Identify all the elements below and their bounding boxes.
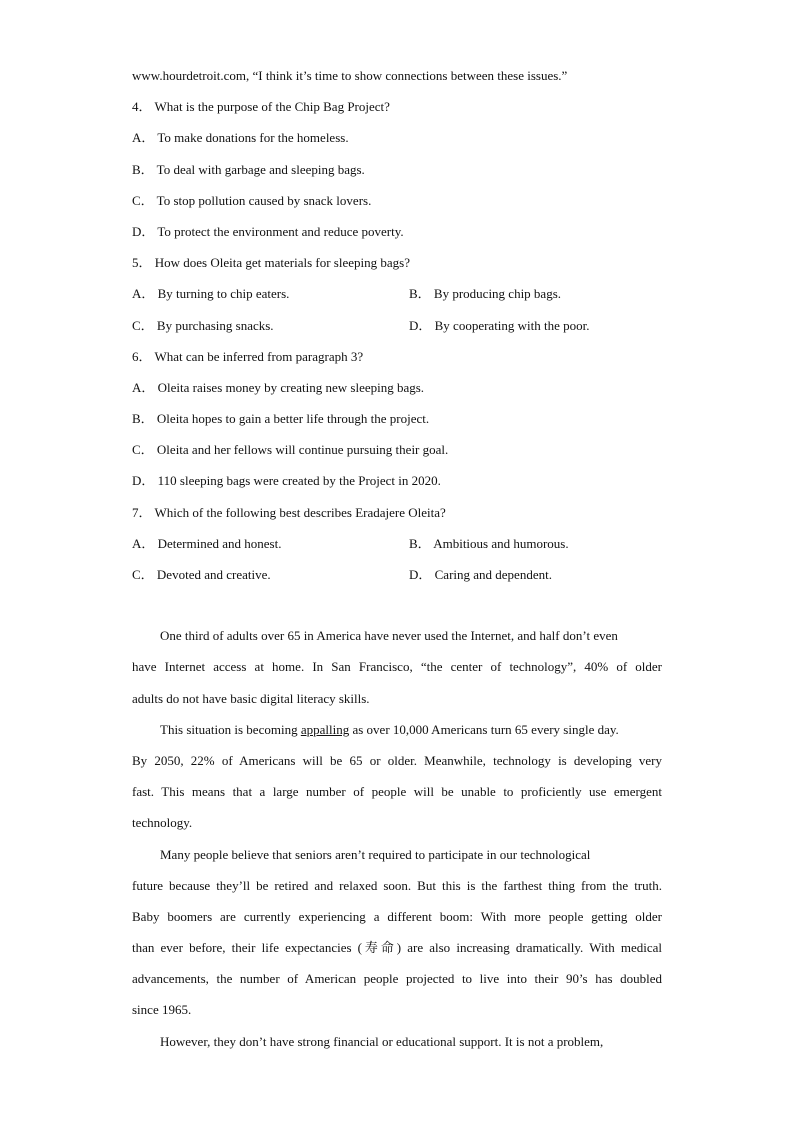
question-5-option-d: D． By cooperating with the poor.	[409, 317, 590, 333]
question-5-option-a: A． By turning to chip eaters.	[132, 286, 290, 302]
passage-p3-line-4: than ever before, their life expectancies (寿命) are also increasing dramatically. With medical	[132, 940, 662, 956]
question-5-options-row-1	[132, 282, 662, 313]
passage-p2-line-1	[132, 718, 662, 749]
question-6-option-d: D． 110 sleeping bags were created by the Project in 2020.	[132, 473, 441, 489]
question-6-option-c: C． Oleita and her fellows will continue pursuing their goal.	[132, 442, 449, 458]
question-6-option-b: B． Oleita hopes to gain a better life through the project.	[132, 411, 430, 427]
question-4-option-b: B． To deal with garbage and sleeping bags.	[132, 161, 365, 177]
question-7-option-c: C． Devoted and creative.	[132, 567, 271, 582]
question-5-option-c: C． By purchasing snacks.	[132, 317, 274, 333]
question-7-option-b: B． Ambitious and humorous.	[409, 535, 569, 551]
passage-p3-line-3: Baby boomers are currently experiencing a different boom: With more people getting older	[132, 908, 662, 924]
passage-p2-line-4: technology.	[132, 815, 193, 831]
question-5-stem: 5． How does Oleita get materials for sleeping bags?	[132, 255, 410, 271]
passage-p2-line-2: By 2050, 22% of Americans will be 65 or older. Meanwhile, technology is developing very	[132, 752, 662, 768]
passage-p3-line-1: Many people believe that seniors aren’t required to participate in our technological	[160, 846, 591, 862]
passage-p1-line-3: adults do not have basic digital literacy skills.	[132, 690, 370, 706]
question-4-stem: 4． What is the purpose of the Chip Bag Project?	[132, 99, 390, 115]
question-6-option-a: A． Oleita raises money by creating new sleeping bags.	[132, 379, 425, 395]
question-7-options-row-1	[132, 532, 662, 563]
question-4-option-c: C． To stop pollution caused by snack lovers.	[132, 192, 372, 208]
question-7-option-d: D． Caring and dependent.	[409, 567, 552, 582]
passage-p4-line-1: However, they don’t have strong financial or educational support. It is not a problem,	[160, 1033, 604, 1049]
underlined-word-appalling: appalling	[300, 721, 350, 737]
question-7-stem: 7． Which of the following best describes Eradajere Oleita?	[132, 504, 446, 520]
section-gap	[132, 594, 662, 624]
question-7-option-a: A． Determined and honest.	[132, 535, 282, 551]
question-4-option-d: D． To protect the environment and reduce poverty.	[132, 223, 404, 239]
passage-p2-line-3: fast. This means that a large number of people will be unable to proficiently use emergent	[132, 784, 662, 800]
question-6-stem: 6． What can be inferred from paragraph 3?	[132, 348, 364, 364]
passage-end-line: www.hourdetroit.com, “I think it’s time to show connections between these issues.”	[132, 68, 568, 83]
passage-p3-line-6: since 1965.	[132, 1002, 192, 1018]
document-content	[132, 64, 662, 1061]
question-4-option-a: A． To make donations for the homeless.	[132, 130, 349, 146]
passage-p2-text-before: This situation is becoming	[160, 721, 301, 737]
question-5-option-b: B． By producing chip bags.	[409, 286, 562, 302]
passage-p2-text-after: as over 10,000 Americans turn 65 every single day.	[349, 721, 619, 737]
question-7-options-row-2	[132, 563, 662, 594]
passage-p1-line-1: One third of adults over 65 in America have never used the Internet, and half don’t even	[160, 628, 618, 644]
passage-p1-line-2: have Internet access at home. In San Francisco, “the center of technology”, 40% of older	[132, 659, 662, 675]
passage-p3-line-5: advancements, the number of American people projected to live into their 90’s has doubled	[132, 971, 662, 987]
passage-p3-line-2: future because they’ll be retired and relaxed soon. But this is the farthest thing from the truth.	[132, 877, 662, 893]
question-5-options-row-2	[132, 314, 662, 345]
